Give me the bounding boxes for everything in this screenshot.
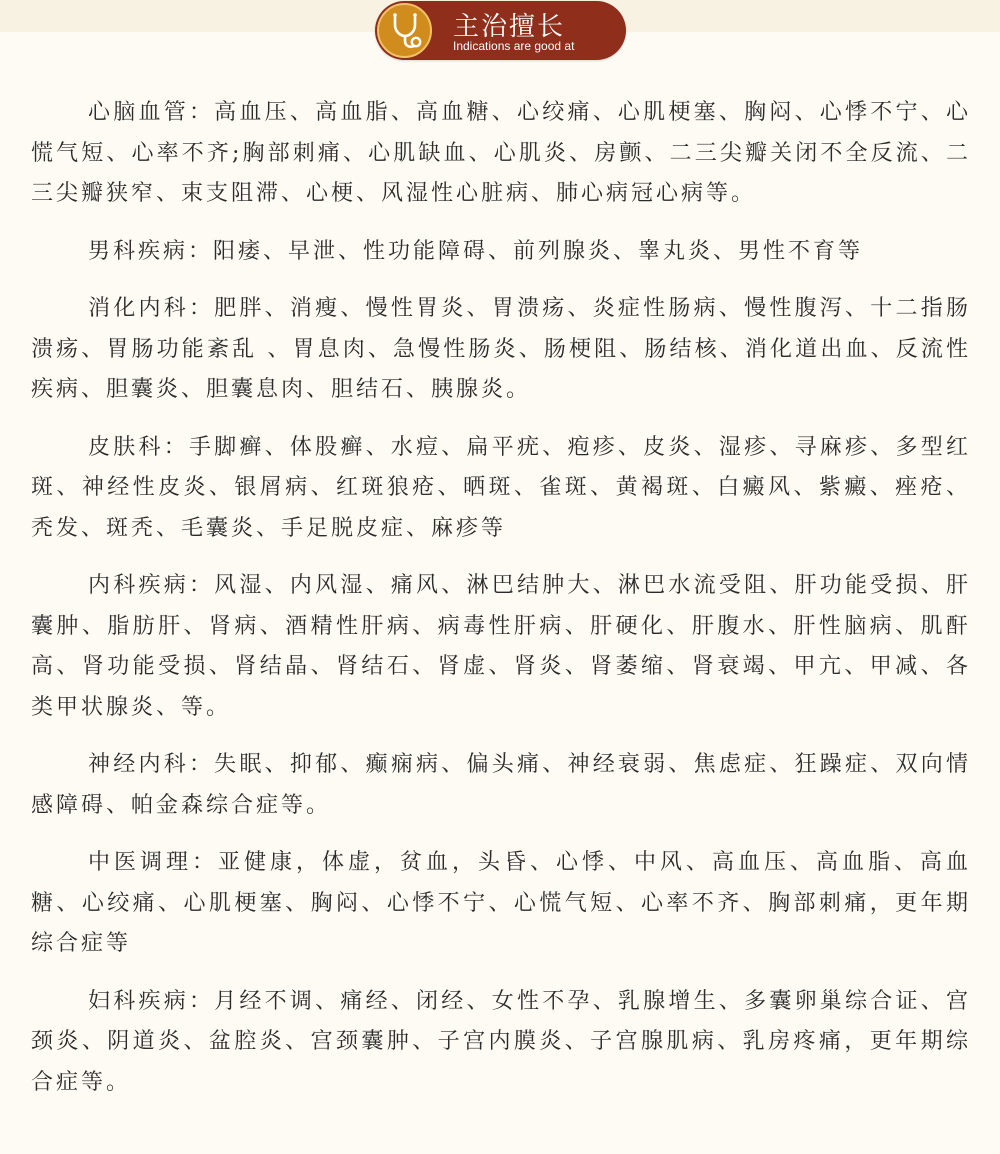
section-dermatology: 皮肤科：手脚癣、体股癣、水痘、扁平疣、疱疹、皮炎、湿疹、寻麻疹、多型红斑、神经性皮炎、银屑病、红斑狼疮、晒斑、雀斑、黄褐斑、白癜风、紫癜、痤疮、秃发、斑秃、毛囊炎、手足脱皮症、麻疹等 (31, 434, 971, 541)
section-gynecology: 妇科疾病：月经不调、痛经、闭经、女性不孕、乳腺增生、多囊卵巢综合证、宫颈炎、阴道炎、盆腔炎、宫颈囊肿、子宫内膜炎、子宫腺肌病、乳房疼痛，更年期综合症等。 (31, 988, 971, 1095)
section-tcm: 中医调理：亚健康，体虚，贫血，头昏、心悸、中风、高血压、高血脂、高血糖、心绞痛、心肌梗塞、胸闷、心悸不宁、心慌气短、心率不齐、胸部刺痛，更年期综合症等 (31, 850, 971, 956)
section-header (375, 1, 626, 60)
section-digestive: 消化内科：肥胖、消瘦、慢性胃炎、胃溃疡、炎症性肠病、慢性腹泻、十二指肠溃疡、胃肠功能紊乱 、胃息肉、急慢性肠炎、肠梗阻、肠结核、消化道出血、反流性疾病、胆囊炎、胆囊息肉、胆结石、胰腺炎。 (31, 296, 971, 402)
indications-content (31, 93, 971, 1120)
section-internal-medicine: 内科疾病：风湿、内风湿、痛风、淋巴结肿大、淋巴水流受阻、肝功能受损、肝囊肿、脂肪肝、肾病、酒精性肝病、病毒性肝病、肝硬化、肝腹水、肝性脑病、肌酐高、肾功能受损、肾结晶、肾结石、肾虚、肾炎、肾萎缩、肾衰竭、甲亢、甲减、各类甲状腺炎、等。 (31, 573, 971, 720)
section-neurology: 神经内科：失眠、抑郁、癫痫病、偏头痛、神经衰弱、焦虑症、狂躁症、双向情感障碍、帕金森综合症等。 (31, 752, 971, 818)
section-subtitle: Indications are good at (453, 39, 575, 53)
stethoscope-icon (377, 3, 432, 58)
section-andrology: 男科疾病：阳痿、早泄、性功能障碍、前列腺炎、睾丸炎、男性不育等 (88, 238, 864, 264)
section-title: 主治擅长 (453, 12, 566, 42)
section-cardio: 心脑血管：高血压、高血脂、高血糖、心绞痛、心肌梗塞、胸闷、心悸不宁、心慌气短、心率不齐;胸部刺痛、心肌缺血、心肌炎、房颤、二三尖瓣关闭不全反流、二三尖瓣狭窄、束支阻滞、心梗、风湿性心脏病、肺心病冠心病等。 (31, 100, 971, 206)
